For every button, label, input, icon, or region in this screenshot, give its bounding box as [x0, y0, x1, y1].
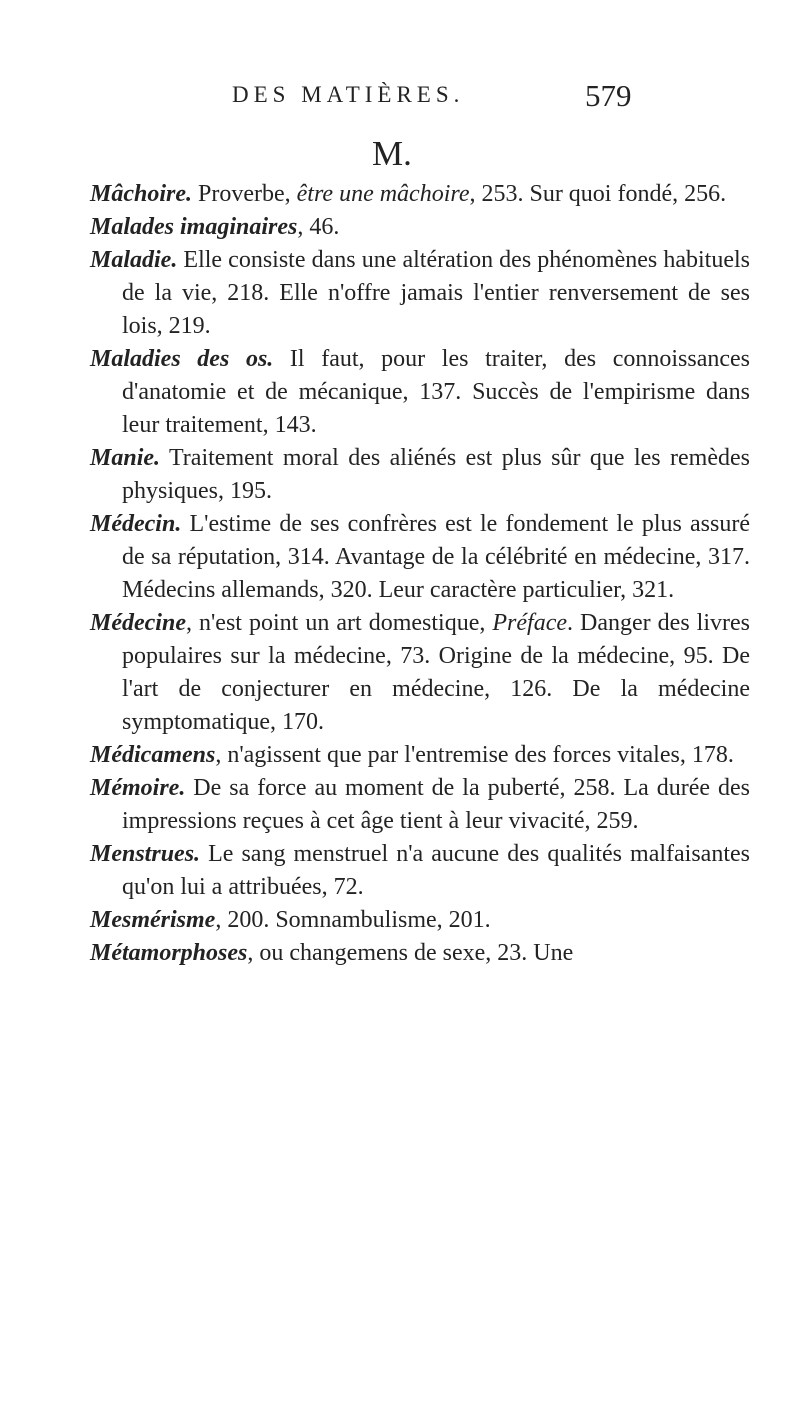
- index-entries: [90, 178, 750, 970]
- entry-term: Médicamens: [90, 742, 216, 768]
- index-entry: [90, 937, 750, 970]
- entry-italic-text: Préface: [492, 610, 567, 636]
- entry-term: Médecin.: [90, 511, 182, 537]
- entry-text: , 46.: [297, 214, 340, 240]
- entry-term: Médecine: [90, 610, 186, 636]
- entry-text: , n'est point un art domestique,: [185, 610, 493, 636]
- index-entry: [90, 739, 750, 772]
- entry-text: , 200. Somnambulisme, 201.: [215, 907, 491, 933]
- entry-text: , 253. Sur quoi fondé, 256.: [469, 181, 727, 207]
- index-entry: [90, 178, 750, 211]
- index-entry: [90, 442, 750, 508]
- index-entry: [90, 607, 750, 739]
- entry-term: Maladie.: [90, 247, 178, 273]
- entry-term: Malades imaginaires: [90, 214, 298, 240]
- index-entry: [90, 244, 750, 343]
- entry-text: , n'agissent que par l'entremise des forces vitales, 178.: [215, 742, 734, 768]
- entry-term: Manie.: [90, 445, 161, 471]
- running-head: [0, 78, 800, 118]
- entry-term: Mémoire.: [90, 775, 186, 801]
- entry-term: Menstrues.: [90, 841, 201, 867]
- index-entry: [90, 904, 750, 937]
- entry-text: Proverbe,: [192, 181, 297, 207]
- entry-term: Mesmérisme: [90, 907, 216, 933]
- index-entry: [90, 211, 750, 244]
- entry-term: Maladies des os.: [90, 346, 274, 372]
- running-head-title: DES MATIÈRES.: [232, 82, 465, 107]
- entry-term: Mâchoire.: [90, 181, 192, 207]
- index-entry: [90, 838, 750, 904]
- entry-text: Traitement moral des aliénés est plus sûr que les remèdes physiques, 195.: [122, 445, 750, 504]
- index-entry: [90, 772, 750, 838]
- section-letter: M.: [372, 134, 412, 173]
- index-entry: [90, 343, 750, 442]
- page-number: 579: [585, 78, 632, 113]
- entry-text: Elle consiste dans une altération des phénomènes habituels de la vie, 218. Elle n'offre jamais l'entier renversement de ses lois, 219.: [122, 247, 750, 339]
- entry-text: , ou changemens de sexe, 23. Une: [247, 940, 574, 966]
- entry-text: Il faut, pour les traiter, des connoissances d'anatomie et de mécanique, 137. Succès de l'empirisme dans leur traitement, 143.: [122, 346, 750, 438]
- entry-text: De sa force au moment de la puberté, 258. La durée des impressions reçues à cet âge tient à leur vivacité, 259.: [122, 775, 750, 834]
- index-entry: [90, 508, 750, 607]
- entry-term: Métamorphoses: [90, 940, 248, 966]
- entry-text: . Danger des livres populaires sur la médecine, 73. Origine de la médecine, 95. De l'art de conjecturer en médecine, 126. De la médecine symptomatique, 170.: [122, 610, 750, 735]
- entry-text: Le sang menstruel n'a aucune des qualités malfaisantes qu'on lui a attribuées, 72.: [122, 841, 750, 900]
- entry-text: L'estime de ses confrères est le fondement le plus assuré de sa réputation, 314. Avantage de la célébrité en médecine, 317. Médecins allemands, 320. Leur caractère particulier, 321.: [122, 511, 750, 603]
- entry-italic-text: être une mâchoire: [296, 181, 470, 207]
